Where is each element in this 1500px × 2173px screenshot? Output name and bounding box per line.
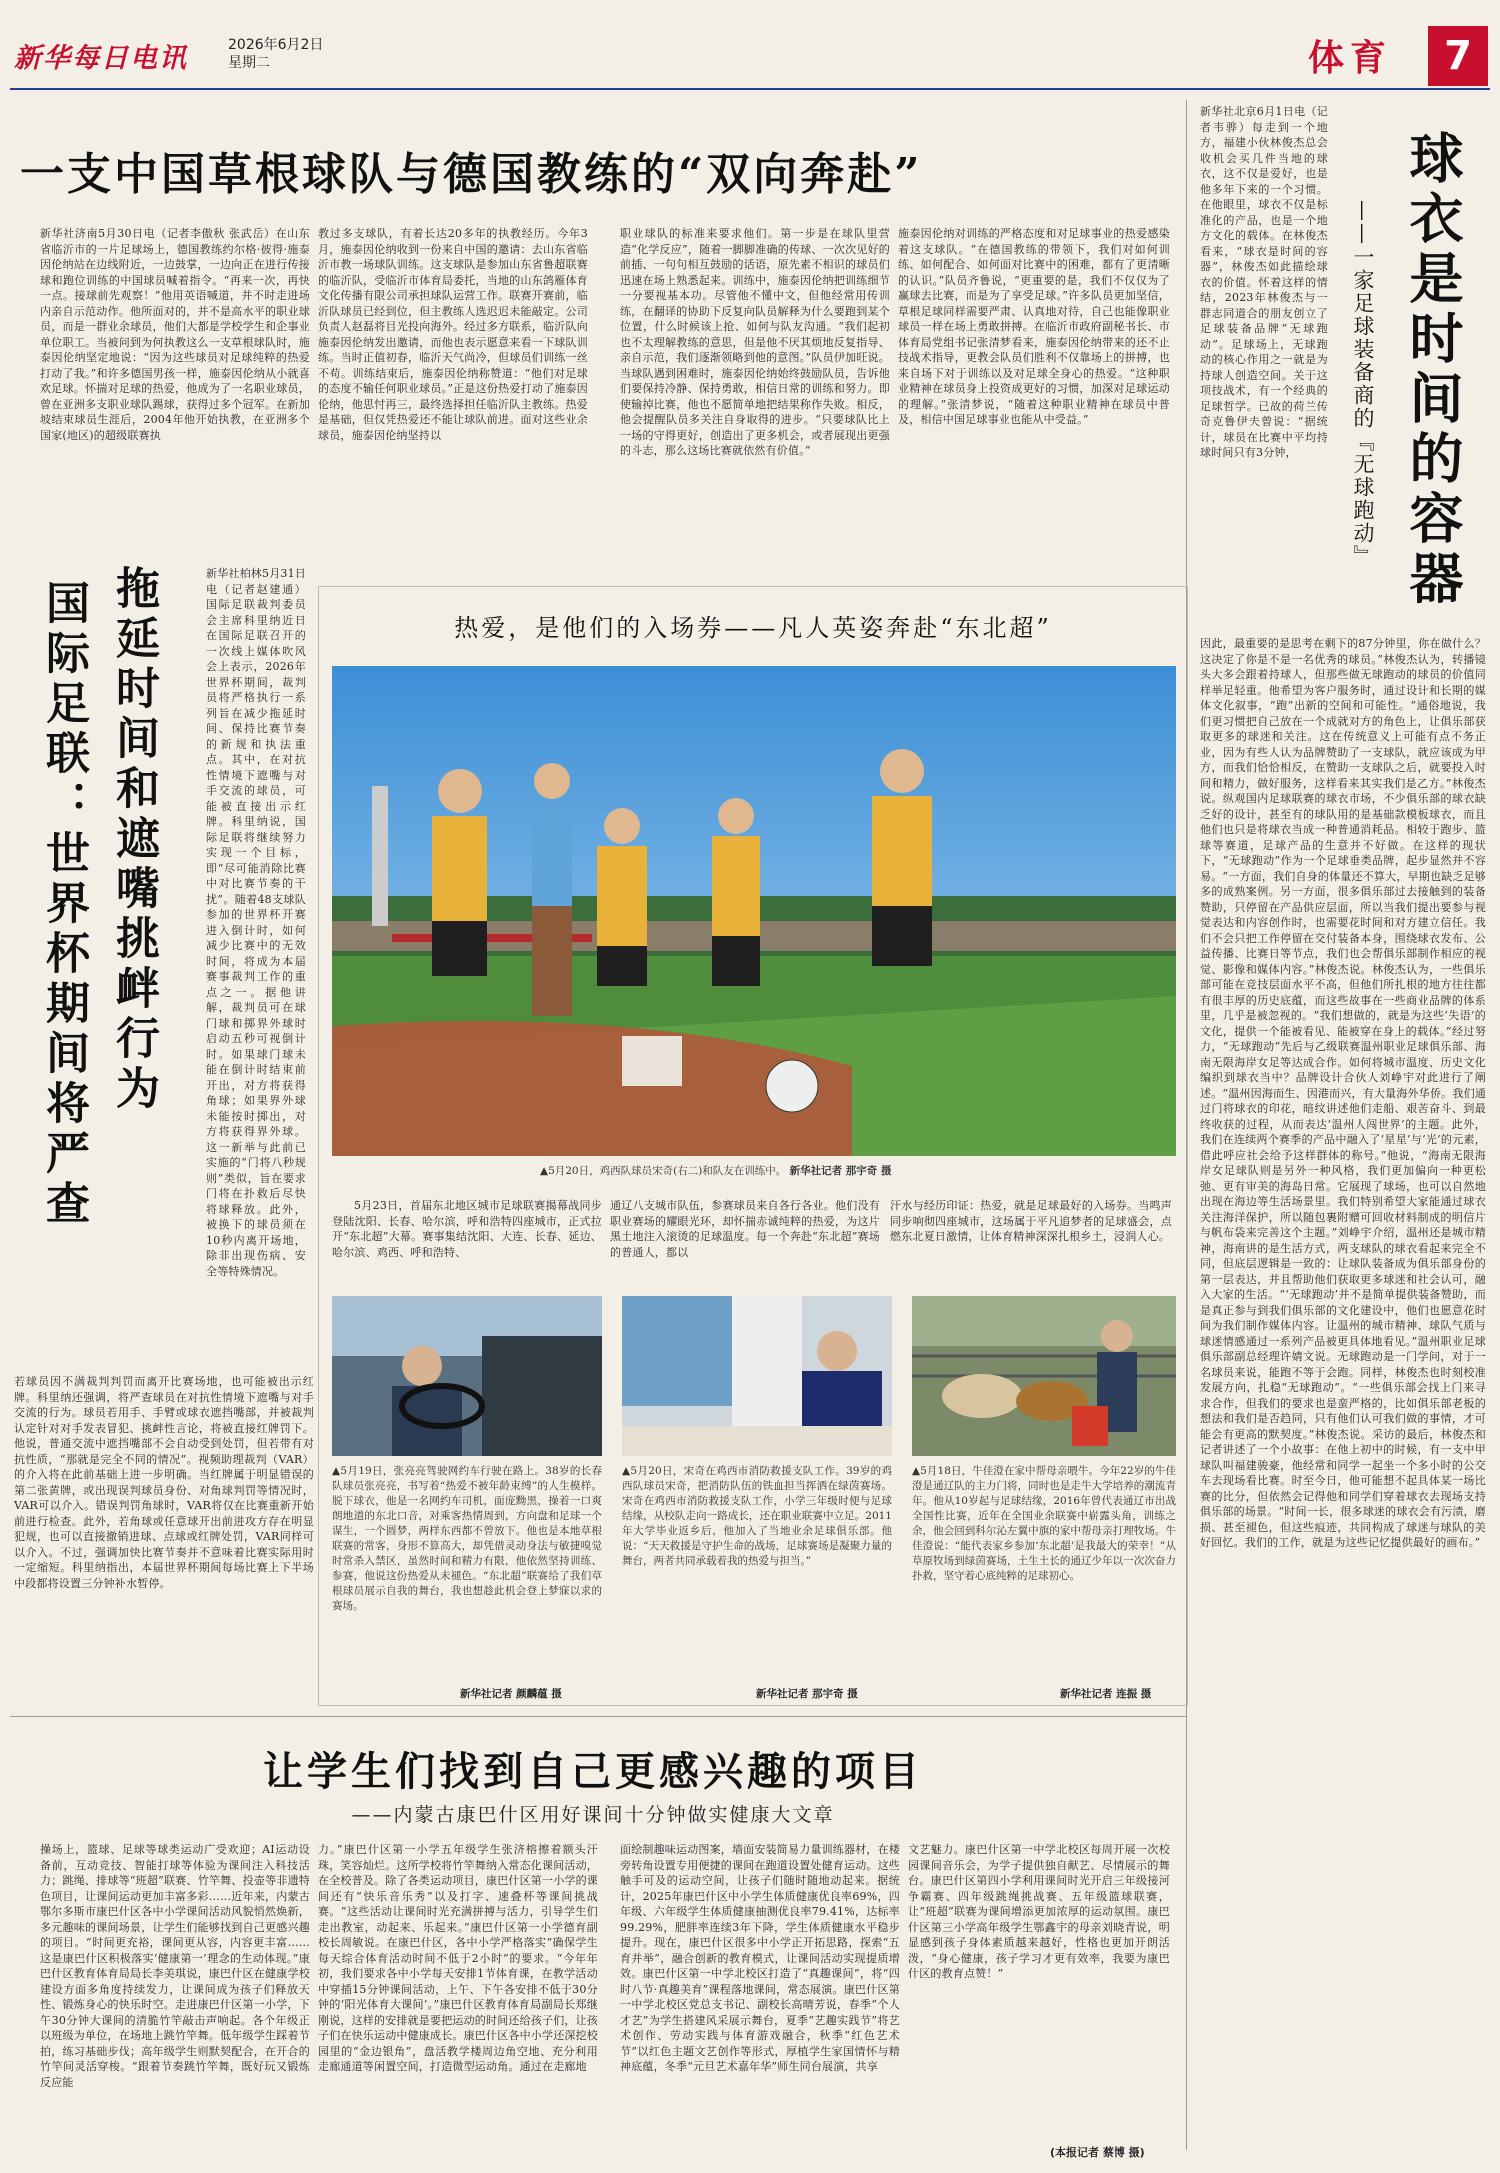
main-article-col4: 施泰因伦纳对训练的严格态度和对足球事业的热爱感染着这支球队。“在德国教练的带领下，我们对如何训练、如何配合、如何面对比赛中的困难，都有了更清晰的认识。”队员齐鲁说，“更重要的是，我们不仅仅为了赢球去比赛，而是为了享受足球。”许多队员更加坚信，草根足球同样需要严肃、认真地对待，自己也能像职业球员一样在场上勇敢拼搏。在临沂市政府副秘书长、市体育局党组书记张清梦看来，施泰因伦纳带来的还不止技战术指导，更教会队员们胜利不仅靠场上的拼搏，也来自场下对于训练以及对足球全身心的热爱。“这种职业精神在球员身上投资成更好的习惯，加深对足球运动的理解。”张清梦说，“随着这种职业精神在球员中普及，相信中国足球事业也能从中受益。” (898, 227, 1170, 426)
main-photo-caption-text: ▲5月20日，鸡西队球员宋奇(右二)和队友在训练中。 (540, 1165, 787, 1177)
fifa-headline-line2: 拖延时间和遮嘴挑衅行为 (108, 565, 159, 1115)
section-name: 体育 (1308, 37, 1393, 79)
photo-intro-col3: 汗水与经历印证：热爱，就是足球最好的入场券。当鸣声同步响彻四座城市，这场属于平凡追梦者的足球盛会，点燃东北夏日激情，让体育精神深深扎根乡土，浸润人心。 (890, 1199, 1172, 1243)
caption-taxi (332, 1464, 602, 1694)
photo-taxi-driver (332, 1296, 602, 1456)
main-photo-caption (540, 1164, 1180, 1179)
photo-intro-col2: 通辽八支城市队伍，参赛球员来自各行各业。他们没有职业赛场的耀眼光环，却怀揣赤诚纯粹的热爱，为这片黑土地注入滚烫的足球温度。每一个奔赴“东北超”赛场的普通人，都以 (610, 1199, 880, 1259)
main-article-col1: 新华社济南5月30日电（记者李傲秋 张武岳）在山东省临沂市的一片足球场上，德国教练约尔格·彼得·施泰因伦纳站在边线附近，一边鼓掌，一边向正在进行传接球和跑位训练的中国球员喊着指令。“再来一次，再快一点。接球前先观察！”他用英语喊道，并不时走进场内亲自示范动作。他所面对的，并不是高水平的职业球员，而是一群业余球员，他们大都是学校学生和企事业单位职工。当被问到为何执教这么一支草根球队时，施泰因伦纳坚定地说：“因为这些球员对足球纯粹的热爱打动了我。”和许多德国男孩一样，施泰因伦纳从小就喜欢足球。怀揣对足球的热爱，他成为了一名职业球员，曾在亚洲多支职业球队踢球，获得过多个冠军。在新加坡结束球员生涯后，2004年他开始执教，在亚洲多个国家(地区)的超级联赛执 (40, 227, 310, 442)
school-article-col1: 操场上，篮球、足球等球类运动广受欢迎；AI运动设备前，互动竞技、智能打球等体验为课间注入科技活力；跳绳、排球等“班超”联赛、竹竿舞、投壶等非遗特色项目，让课间运动更加丰富多彩……近年来，内蒙古鄂尔多斯市康巴什区各中小学课间活动风貌悄然焕新，多元趣味的课间场景，让学生们能够找到自己更感兴趣的项目。“时间更充裕，课间更从容，内容更丰富……这是康巴什区积极落实‘健康第一’理念的生动体现。”康巴什区教育体育局局长李美琪说，康巴什区在健康学校建设方面多角度持续发力，让课间成为孩子们释放天性、锻炼身心的快乐时空。走进康巴什区第一小学，下午30分钟大课间的清脆竹竿敲击声响起。各个年级正以班级为单位，在场地上跳竹竿舞。低年级学生踩着节拍，练习基础步伐；高年级学生则默契配合，在开合的竹竿间灵活穿梭。“跟着节奏跳竹竿舞，既好玩又锻炼反应能 (40, 1843, 310, 2089)
caption-firefighter (622, 1464, 892, 1684)
fifa-headline-line1: 国际足联：世界杯期间将严查 (38, 580, 89, 1230)
school-article-col2: 力。”康巴什区第一小学五年级学生张济榕擦着额头汗珠，笑容灿烂。这所学校将竹竿舞纳入常态化课间活动，在全校普及。除了各类运动项目，康巴什区第一小学的课间还有“快乐音乐秀”以及打字、速叠杯等课间挑战赛。“这些活动让课间时光充满拼搏与活力，引导学生们走出教室，动起来、乐起来。”康巴什区第一小学德育副校长周敏说。在康巴什区，各中小学严格落实“确保学生每天综合体育活动时间不低于2小时”的要求。“今年年初，我们要求各中小学每天安排1节体育课，在教学活动中穿插15分钟课间活动，上午、下午各安排不低于30分钟的‘阳光体育大课间’。”康巴什区教育体育局副局长郑继刚说，这样的安排就是要把运动的时间还给孩子们，让孩子们在快乐运动中健康成长。康巴什区各中小学还深挖校园里的“金边银角”，盘活教学楼周边角空地、充分利用走廊通道等闲置空间，打造微型运动角。通过在走廊地 (318, 1843, 598, 2073)
caption-taxi-text: ▲5月19日，张亮亮驾驶网约车行驶在路上。38岁的长春队球员张亮亮，书写着“热爱不被年龄束缚”的人生模样。脱下球衣，他是一名网约车司机，面庞黝黑，操着一口爽朗地道的东北口音，对乘客热情周到，方向盘和足球一个谋生，一个圆梦，两样东西都不曾放下。他也是本地草根联赛的常客，身形不算高大，却凭借灵动身法与敏捷嗅觉时常杀入禁区，虽然时间和精力有限，他依然坚持训练、参赛，他说这份热爱从未褪色。“东北超”联赛给了我们草根球员展示自我的舞台，我也想趁此机会登上梦寐以求的赛场。 (332, 1465, 602, 1612)
credit-firefighter: 新华社记者 那宇奇 摄 (756, 1688, 858, 1700)
school-credit: (本报记者 蔡博 摄) (1050, 2146, 1145, 2159)
school-subtitle: ——内蒙古康巴什区用好课间十分钟做实健康大文章 (351, 1804, 835, 1826)
credit-cattle: 新华社记者 连振 摄 (1060, 1688, 1152, 1700)
school-section-rule (10, 1716, 1186, 1717)
caption-cattle (912, 1464, 1176, 1684)
photo-section-headline: 热爱，是他们的入场券——凡人英姿奔赴“东北超” (454, 614, 1052, 642)
page-number-badge (1428, 26, 1488, 86)
shirt-article-col2: 因此，最重要的是思考在剩下的87分钟里，你在做什么？这决定了你是不是一名优秀的球员。”林俊杰认为，转播镜头大多会跟着持球人，但那些做无球跑动的球员的价值同样举足轻重。他希望为客户服务时，通过设计和长期的媒体文化叙事，“跑”出新的空间和可能性。“通俗地说，我们更习惯把自己放在一个成就对方的角色上，让俱乐部获取更多的球迷和关注。这在传统意义上可能有点不务正业，因为有些人认为品牌赞助了一支球队，就应该成为甲方，而我们恰恰相反，在赞助一支球队之后，就要投入时间和精力，做好服务，这样看来其实我们是乙方。”林俊杰说。纵观国内足球联赛的球衣市场，不少俱乐部的球衣缺乏好的设计，甚至有的球队用的是基础款模板球衣，而且他们也只是将球衣当成一种普通消耗品。相较于跑步、篮球等赛道，足球产品的生意并不好做。在这样的现状下，“无球跑动”作为一个足球垂类品牌，起步显然并不容易。“一方面，我们自身的体量还不算大，早期也缺乏足够多的成熟案例。另一方面，很多俱乐部过去接触到的装备赞助，只停留在产品供应层面，所以当我们提出要参与视觉表达和内容创作时，也需要花时间和对方建立信任。我们不会只把工作停留在交付装备本身，围绕球衣发布、公益传播、比赛日等节点，我们也会帮俱乐部制作相应的视觉、影像和媒体内容。”林俊杰说。林俊杰认为，一些俱乐部可能在竞技层面水平不高，但他们所扎根的地方往往都有很丰厚的历史底蕴，而这些故事在一些商业品牌的体系里，几乎是被忽视的。“我们想做的，就是为这些‘失语’的文化，提供一个能被看见、能被穿在身上的载体。”经过努力，“无球跑动”先后与乙级联赛温州职业足球俱乐部、海南无限海岸女足等达成合作。如何将城市温度、历史文化编织到球衣当中？品牌设计合伙人刘峥宇对此进行了阐述。“温州因海而生、因港而兴，有大量海外华侨。我们通过门将球衣的印花，暗纹讲述他们走船、艰苦奋斗、到最终收获的过程，从而表达‘温州人闯世界’的主题。此外，我们在连续两个赛季的产品中融入了‘星星’与‘光’的元素，借此呼应社会给予这样群体的称号。”他说，“海南无限海岸女足球队则是另外一种风格，我们更加偏向一种更松弛、更有审美的海岛日常。它展现了球场，也可以自然地出现在海边等生活场景里。我们特别希望大家能通过球衣关注海洋保护，所以随包裹附赠可回收材料制成的明信片与帆布袋来完善这个主题。”刘峥宇介绍，温州还是城市精神，海南讲的是生活方式，两支球队的球衣看起来完全不同，但底层逻辑是一致的：让球队装备成为俱乐部身份的第一层表达，并且帮助他们获取更多球迷和社会认可，融入大家的生活。“‘无球跑动’并不是简单提供装备赞助，而是真正参与到我们俱乐部的文化建设中，他们也愿意花时间为我们制作媒体内容。让温州的城市精神、球队气质与球迷情感通过一系列产品被更具体地看见。”温州职业足球俱乐部副总经理许婧文说。无球跑动是一门学问，对于一名球员来说，能跑不等于会跑。同样，林俊杰也时刻校准发展方向，扎稳“无球跑动”。“一些俱乐部会找上门来寻求合作，但我们的要求也是蛮严格的，比如俱乐部老板的想法和我们是否趋同，只有他们认可我们做的事情，才可能会有更高的默契度。”林俊杰说。采访的最后，林俊杰和记者讲述了一个小故事：在他上初中的时候，有一支中甲球队叫福建骏豪，他经常和同学一起坐一个多小时的公交车去现场看比赛。时至今日，他可能想不起具体某一场比赛的比分，但依然会记得他和同学们穿着球衣去现场支持俱乐部的场景。“时间一长，很多球迷的球衣会有污渍，磨损、甚至褪色，但这些痕迹，共同构成了球迷与球队的美好回忆。我们的工作，就是为这些记忆提供最好的画布。” (1200, 637, 1486, 1549)
fifa-article-col1: 新华社柏林5月31日电（记者赵建通）国际足联裁判委员会主席科里纳近日在国际足联召开的一次线上媒体吹风会上表示，2026年世界杯期间，裁判员将严格执行一系列旨在减少拖延时间、保持比赛节奏的新规和执法重点。其中，在对抗性情境下遮嘴与对手交流的球员，可能被直接出示红牌。科里纳说，国际足联将继续努力实现一个目标，即“尽可能消除比赛中对比赛节奏的干扰”。随着48支球队参加的世界杯开赛进入倒计时，如何减少比赛中的无效时间，将成为本届赛事裁判工作的重点之一。据他讲解，裁判员可在球门球和掷界外球时启动五秒可视倒计时。如果球门球未能在倒计时结束前开出，对方将获得角球；如果界外球未能按时掷出，对方将获得界外球。这一新举与此前已实施的“门将八秒规则”类似，旨在要求门将在扑救后尽快将球释放。此外，被换下的球员须在10秒内离开场地，除非出现伤病、安全等特殊情况。 (206, 567, 306, 1278)
main-photo-credit: 新华社记者 那宇奇 摄 (789, 1165, 892, 1177)
caption-firefighter-text: ▲5月20日，宋奇在鸡西市消防救援支队工作。39岁的鸡西队球员宋奇，把消防队伍的铁血担当挥洒在绿茵赛场。宋奇在鸡西市消防救援支队工作，小学三年级时便与足球结缘，从校队走向一路成长，还在职业联赛中立足。2011年大学毕业返乡后，他加入了当地业余足球俱乐部。他说：“天天救援是守护生命的战场，足球赛场是凝聚力量的舞台，两者共同承载着我的热爱与担当。” (622, 1465, 892, 1567)
shirt-headline: 球衣是时间的容器 (1401, 130, 1465, 610)
school-article-col3: 面绘制趣味运动图案，墙面安装简易力量训练器材，在楼旁转角设置专用便捷的课间在跑道设置处健育运动。这些触手可及的运动空间，让孩子们随时随地动起来。据统计，2025年康巴什区中小学生体质健康优良率69%，四年级、六年级学生体质健康抽测优良率79.41%，达标率99.29%，肥胖率连续3年下降，学生体质健康水平稳步提升。现在，康巴什区很多中小学正开拓思路，探索“五育并举”，融合创新的教育模式，让课间活动实现提质增效。康巴什区第一中学北校区打造了“真趣课间”，将“四时八节·真趣美育”课程落地课间，常态展演。康巴什区第一中学北校区党总支书记、副校长高晴芳说，春季“个人才艺”为学生搭建风采展示舞台，夏季“艺趣实践节”将艺术创作、劳动实践与体育游戏融合，秋季“红色艺术节”以红色主题文艺创作等形式，厚植学生家国情怀与精神底蕴，冬季“元旦艺术嘉年华”师生同台展演，共享 (620, 1843, 900, 2073)
photo-intro-col1: 5月23日，首届东北地区城市足球联赛揭幕战同步登陆沈阳、长春、哈尔滨，呼和浩特四座城市，正式拉开“东北超”大幕。赛事集结沈阳、大连、长春、延边、哈尔滨、鸡西、呼和浩特、 (332, 1199, 602, 1259)
masthead-rule (10, 88, 1490, 90)
masthead-logo: 新华每日电讯 (14, 43, 188, 74)
main-headline: 一支中国草根球队与德国教练的“双向奔赴” (20, 149, 923, 200)
school-headline: 让学生们找到自己更感兴趣的项目 (263, 1748, 923, 1795)
school-article-col4: 文艺魅力。康巴什区第一中学北校区每周开展一次校园课间音乐会，为学子提供独自献艺、尽情展示的舞台。康巴什区第四小学利用课间时光开启三年级接河争霸赛、四年级跳绳挑战赛、五年级篮球联赛，让“班超”联赛为课间增添更加浓厚的运动氛围。康巴什区第三小学高年级学生鄂鑫宇的母亲刘晓青说，明显感到孩子身体素质越来越好，性格也更加开朗活泼，“身心健康，孩子学习才更有效率，我要为康巴什区的教育点赞！” (908, 1843, 1170, 1980)
page-number: 7 (1444, 33, 1472, 79)
main-article-col2: 教过多支球队，有着长达20多年的执教经历。今年3月，施泰因伦纳收到一份来自中国的邀请：去山东省临沂市教一场球队训练。这支球队是参加山东省鲁超联赛的临沂队，受临沂市体育局委托，当地的山东鸽雁体育文化传播有限公司承担球队运营工作。联赛开赛前，临沂队球员已经到位，但主教练人选迟迟未能敲定。公司负责人赵磊将目光投向海外。经过多方联系，临沂队向施泰因伦纳发出邀请，而他也表示愿意来看一下球队训练。当时正值初春，临沂天气尚冷，但球员们训练一丝不苟。训练结束后，施泰因伦纳称赞道：“他们对足球的态度不输任何职业球员。”正是这份热爱打动了施泰因伦纳，他思忖再三，最终选择担任临沂队主教练。热爱是基础，但仅凭热爱还不能让球队前进。面对这些业余球员，施泰因伦纳坚持以 (318, 227, 588, 442)
shirt-article-col1: 新华社北京6月1日电（记者韦骅）每走到一个地方，福建小伙林俊杰总会收机会买几件当地的球衣，这不仅是爱好，也是他多年下来的一个习惯。在他眼里，球衣不仅是标准化的产品，也是一个地方文化的载体。在林俊杰看来，“球衣是时间的容器”，林俊杰如此描绘球衣的价值。怀着这样的情结，2023年林俊杰与一群志同道合的朋友创立了足球装备品牌“无球跑动”。足球场上，无球跑动的核心作用之一就是为持球人创造空间。关于这项技战术，有一个经典的足球哲学。已故的荷兰传奇克鲁伊夫曾说：“据统计，球员在比赛中平均持球时间只有3分钟， (1200, 105, 1328, 459)
credit-taxi: 新华社记者 颜麟蕴 摄 (460, 1688, 562, 1700)
caption-cattle-text: ▲5月18日，牛佳澄在家中帮母亲喂牛。今年22岁的牛佳澄是通辽队的主力门将，同时也是走牛大学培养的潮流青年。他从10岁起与足球结缘，2016年曾代表通辽市出战全国性比赛，近年在全国业余联赛中崭露头角，训练之余，他会回到科尔沁左翼中旗的家中帮母亲打理牧场。牛佳澄说：“能代表家乡参加‘东北超’是我最大的荣幸！”从草原牧场到绿茵赛场，土生土长的通辽少年以一次次奋力扑救，坚守着心底纯粹的足球初心。 (912, 1465, 1176, 1582)
photo-firefighter (622, 1296, 892, 1456)
issue-weekday: 星期二 (228, 55, 270, 71)
main-photo-training (332, 666, 1176, 1156)
main-article-col3: 职业球队的标准来要求他们。第一步是在球队里营造“化学反应”，随着一脚脚准确的传球、一次次见好的前插、一句句相互鼓励的话语，原先素不相识的球员们迅速在场上熟悉起来。训练中，施泰因伦纳把训练细节一分要视基本功。尽管他不懂中文，但他经常用传训练，在翻译的协助下反复向队员解释为什么要跑到某个位置，什么时候该上抢、如何与队友沟通。“我们起初也不太理解教练的意思，但是他不厌其烦地反复指导、亲自示范，我们逐渐领略到他的意图。”队员伊加旺说。当球队遇到困难时，施泰因伦纳始终鼓励队员，告诉他们要保持冷静、保持勇敢，相信日常的训练和努力。即使输掉比赛，他也不愿简单地把结果称作失败。相反，他会提醒队员多关注自身取得的进步。“只要球队比上一场的守得更好，创造出了更多机会，或者展现出更强的斗志，那么这场比赛就依然有价值。” (620, 227, 890, 457)
issue-date: 2026年6月2日 (228, 37, 324, 53)
fifa-article-col2: 若球员因不满裁判判罚而离开比赛场地，也可能被出示红牌。科里纳还强调，将严查球员在对抗性情境下遮嘴与对手交流的行为。球员若用手、手臂或球衣遮挡嘴部，并被裁判认定针对对手发表冒犯、挑衅性言论，将被直接红牌罚下。他说，普通交流中遮挡嘴部不会自动受到处罚，但若带有对抗性质，“那就是完全不同的情况”。视频助理裁判（VAR）的介入将在此前基础上进一步明确。当红牌属于明显错误的第二张黄牌，或出现误判球员身份、对角球判罚等情况时，VAR可以介入。错误判罚角球时，VAR将仅在比赛重新开始前进行检查。此外，若角球或任意球开出前进攻方存在明显犯规，也可以直接撤销进球、点球或红牌处罚，VAR同样可以介入。不过，强调加快比赛节奏并不意味着比赛实际用时一定缩短。科里纳指出，本届世界杯期间每场比赛上下半场中段都将设置三分钟补水暂停。 (14, 1375, 314, 1590)
shirt-subtitle: ——一家足球装备商的『无球跑动』 (1351, 200, 1375, 568)
photo-cattle-farm (912, 1296, 1176, 1456)
